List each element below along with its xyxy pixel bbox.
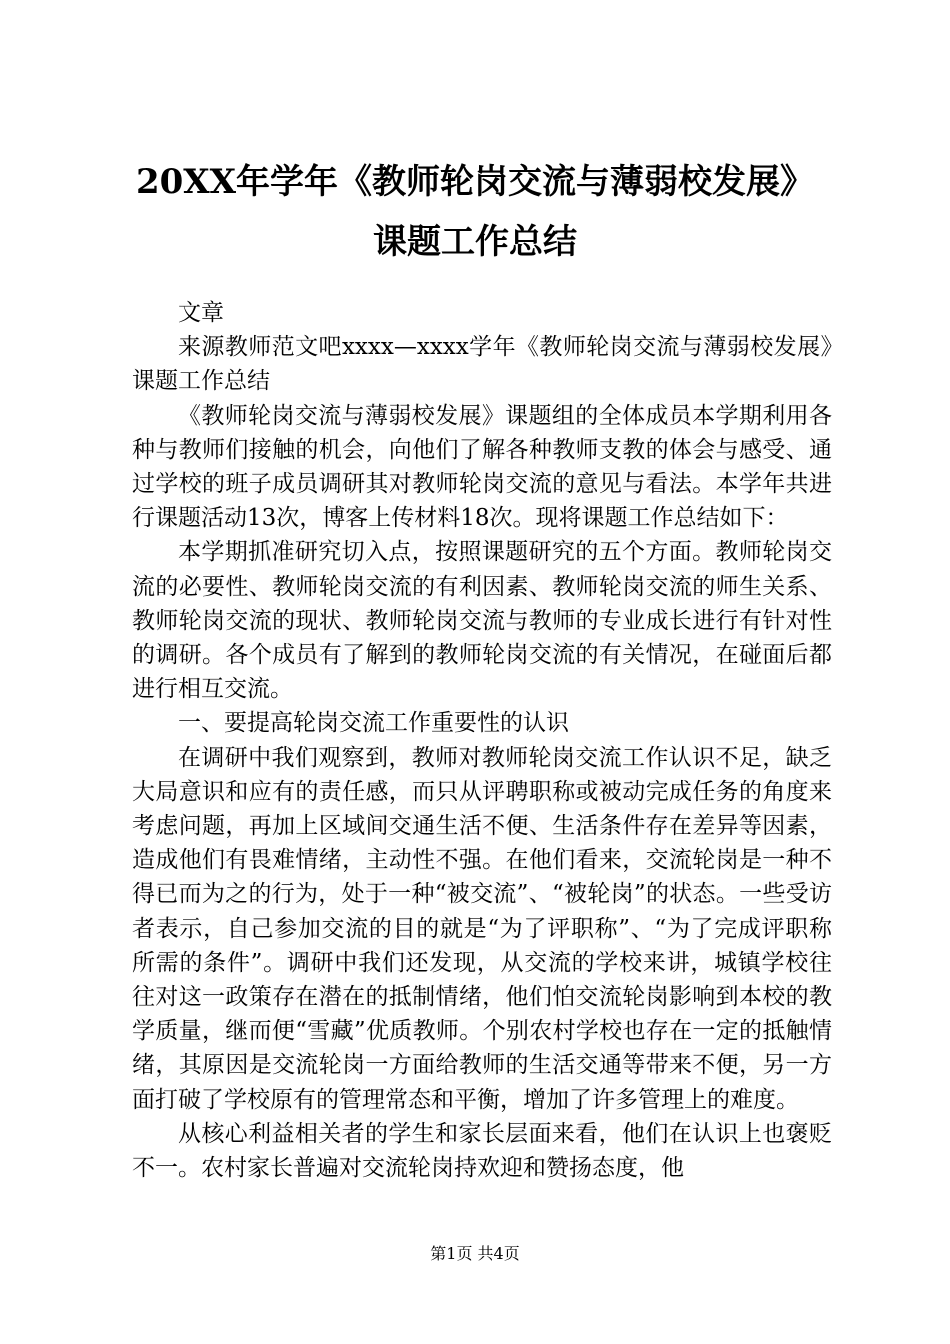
paragraph-findings: 在调研中我们观察到，教师对教师轮岗交流工作认识不足，缺乏大局意识和应有的责任感，而只从评聘职称或被动完成任务的角度来考虑问题，再加上区域间交通生活不便、生活条件存在差异等因素，造成他们有畏难情绪，主动性不强。在他们看来，交流轮岗是一种不得已而为之的行为，处于一种“被交流”、“被轮岗”的状态。一些受访者表示，自己参加交流的目的就是“为了评职称”、“为了完成评职称所需的条件”。调研中我们还发现，从交流的学校来讲，城镇学校往往对这一政策存在潜在的抵制情绪，他们怕交流轮岗影响到本校的教学质量，继而便“雪藏”优质教师。个别农村学校也存在一定的抵触情绪，其原因是交流轮岗一方面给教师的生活交通等带来不便，另一方面打破了学校原有的管理常态和平衡，增加了许多管理上的难度。: [132, 744, 832, 1113]
paragraph-article-label: 文章: [178, 300, 224, 326]
document-body: [132, 296, 832, 1185]
document-title-line-1: 20XX年学年《教师轮岗交流与薄弱校发展》: [135, 162, 815, 202]
paragraph-research-focus: 本学期抓准研究切入点，按照课题研究的五个方面。教师轮岗交流的必要性、教师轮岗交流的有利因素、教师轮岗交流的师生关系、教师轮岗交流的现状、教师轮岗交流与教师的专业成长进行有针对性的调研。各个成员有了解到的教师轮岗交流的有关情况，在碰面后都进行相互交流。: [132, 539, 832, 703]
paragraph-stakeholders: 从核心利益相关者的学生和家长层面来看，他们在认识上也褒贬不一。农村家长普遍对交流轮岗持欢迎和赞扬态度，他: [132, 1120, 832, 1182]
page-footer: 第1页 共4页: [430, 1244, 520, 1263]
document-title-line-2: 课题工作总结: [373, 222, 577, 262]
paragraph-source: 来源教师范文吧xxxx—xxxx学年《教师轮岗交流与薄弱校发展》课题工作总结: [132, 334, 832, 395]
paragraph-intro: 《教师轮岗交流与薄弱校发展》课题组的全体成员本学期利用各种与教师们接触的机会，向他们了解各种教师支教的体会与感受、通过学校的班子成员调研其对教师轮岗交流的意见与看法。本学年共进行课题活动13次，博客上传材料18次。现将课题工作总结如下：: [132, 402, 832, 532]
section-heading-1: 一、要提高轮岗交流工作重要性的认识: [178, 710, 569, 737]
